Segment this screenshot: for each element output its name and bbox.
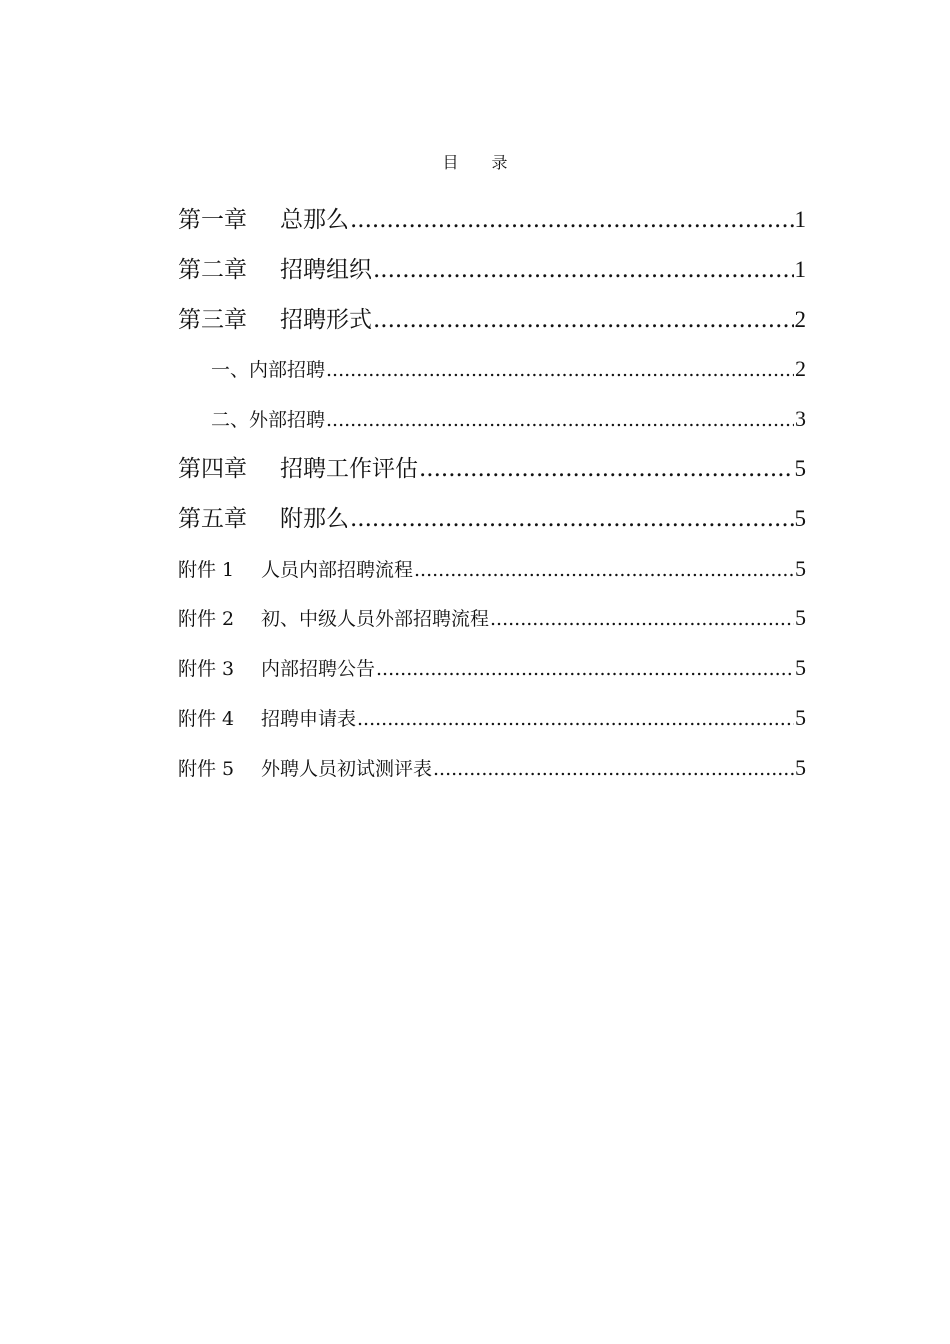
toc-dot-leader [373, 246, 794, 296]
toc-entry-chapter-3[interactable] [178, 295, 806, 345]
table-of-contents [178, 195, 806, 793]
toc-entry-number: 第二章 [178, 256, 247, 283]
toc-entry-section-internal[interactable] [178, 344, 806, 394]
toc-page-number: 5 [795, 555, 806, 581]
toc-entry-appendix-3[interactable] [178, 643, 806, 693]
toc-entry-title: 人员内部招聘流程 [261, 558, 414, 581]
toc-entry-number: 附件 5 [178, 757, 235, 780]
toc-dot-leader [419, 445, 794, 495]
toc-dot-leader [490, 595, 794, 645]
toc-dot-leader [326, 346, 794, 396]
toc-entry-appendix-2[interactable] [178, 593, 806, 643]
toc-entry-appendix-5[interactable] [178, 743, 806, 793]
toc-entry-number: 第一章 [178, 207, 247, 233]
toc-entry-number: 第三章 [178, 306, 247, 333]
toc-entry-number: 附件 4 [178, 707, 235, 730]
toc-page-number: 1 [794, 207, 806, 232]
toc-entry-title: 初、中级人员外部招聘流程 [261, 608, 490, 631]
toc-entry-chapter-5[interactable] [178, 494, 806, 544]
toc-entry-number: 附件 1 [178, 558, 235, 581]
toc-page-number: 3 [795, 406, 806, 432]
toc-page-number: 5 [795, 704, 806, 730]
toc-dot-leader [414, 546, 794, 596]
toc-entry-title: 附那么 [280, 505, 349, 532]
toc-dot-leader [350, 196, 794, 246]
toc-entry-number: 第五章 [178, 505, 247, 532]
toc-page-number: 2 [795, 356, 806, 382]
toc-entry-title: 二、外部招聘 [211, 409, 326, 432]
toc-entry-title: 招聘组织 [280, 256, 372, 283]
toc-entry-title: 内部招聘公告 [261, 658, 376, 681]
toc-entry-chapter-1[interactable] [178, 195, 806, 245]
toc-dot-leader [373, 296, 794, 346]
toc-page-number: 5 [795, 754, 806, 780]
toc-entry-title: 招聘工作评估 [280, 455, 418, 482]
toc-entry-title: 招聘申请表 [261, 707, 357, 730]
toc-dot-leader [433, 745, 794, 795]
toc-entry-number: 第四章 [178, 455, 247, 482]
toc-entry-section-external[interactable] [178, 394, 806, 444]
toc-entry-chapter-2[interactable] [178, 245, 806, 295]
toc-entry-chapter-4[interactable] [178, 444, 806, 494]
toc-page-number: 5 [794, 455, 806, 481]
toc-entry-title: 外聘人员初试测评表 [261, 757, 433, 780]
toc-page-number: 5 [795, 655, 806, 681]
toc-dot-leader [357, 695, 794, 745]
toc-dot-leader [326, 396, 794, 446]
toc-title: 目 录 [442, 153, 522, 172]
toc-page-number: 5 [795, 605, 806, 631]
toc-entry-title: 总那么 [280, 207, 349, 233]
toc-dot-leader [350, 495, 794, 545]
toc-entry-appendix-4[interactable] [178, 693, 806, 743]
toc-entry-number: 附件 3 [178, 658, 235, 681]
toc-page-number: 2 [794, 306, 806, 332]
toc-entry-title: 一、内部招聘 [211, 359, 326, 382]
toc-dot-leader [376, 645, 794, 695]
toc-entry-appendix-1[interactable] [178, 544, 806, 594]
toc-entry-number: 附件 2 [178, 608, 235, 631]
toc-entry-title: 招聘形式 [280, 306, 372, 333]
toc-page-number: 1 [794, 256, 806, 282]
toc-page-number: 5 [794, 505, 806, 531]
